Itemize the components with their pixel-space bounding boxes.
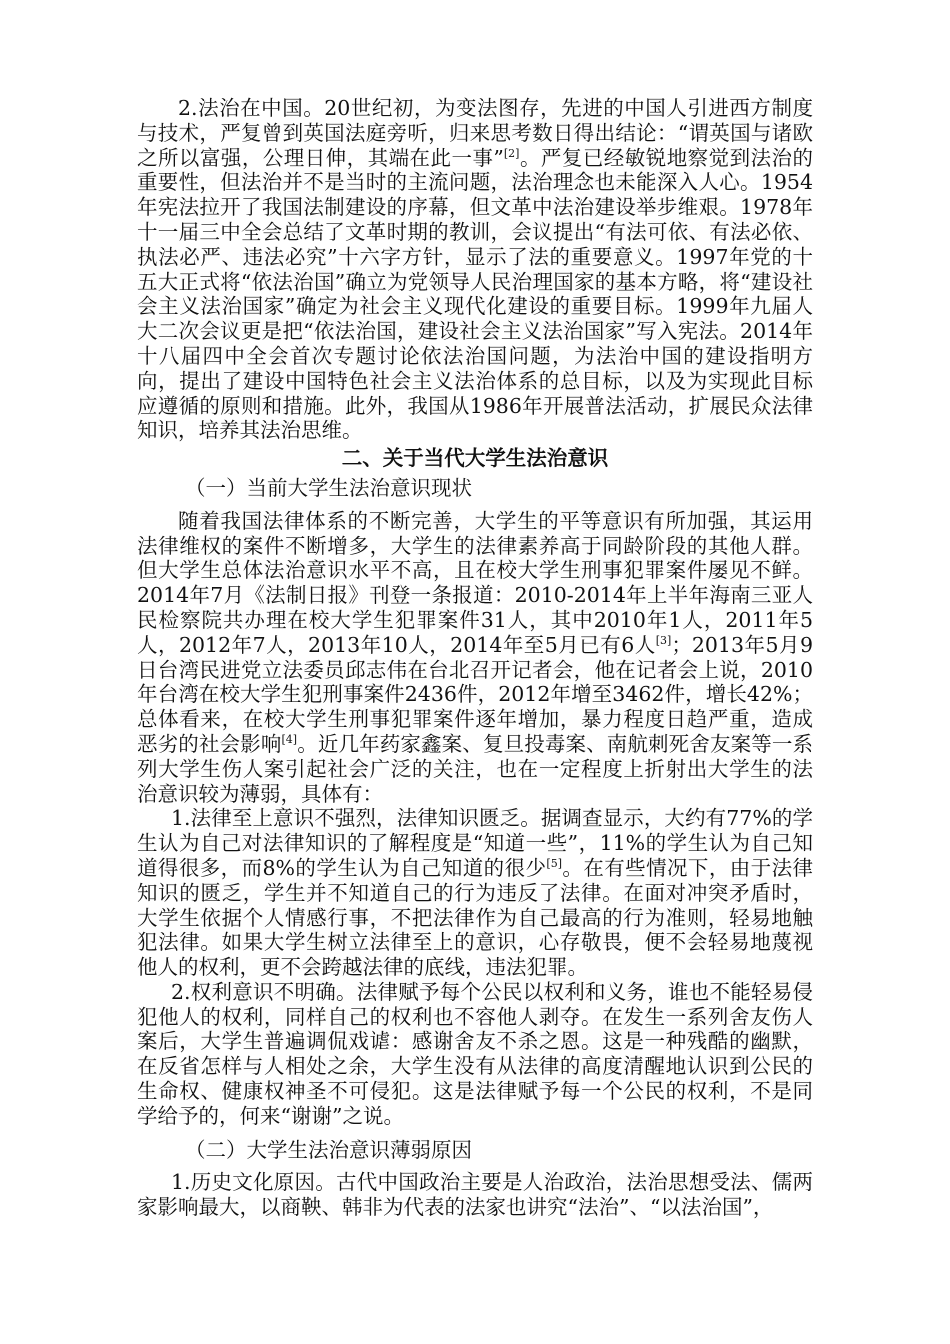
paragraph-text: 。在有些情况下，由于法律知识的匮乏，学生并不知道自己的行为违反了法律。在面对冲突矛盾时，大学生依据个人情感行事，不把法律作为自己最高的行为准则，轻易地触犯法律。如果大学生树立法律至上的意识，心存敬畏，便不会轻易地蔑视他人的权利，更不会跨越法律的底线，违法犯罪。 — [137, 855, 813, 980]
paragraph-rights-awareness: 2.权利意识不明确。法律赋予每个公民以权利和义务，谁也不能轻易侵犯他人的权利，同样自己的权利也不容他人剥夺。在发生一系列舍友伤人案后，大学生普遍调侃戏谑：感谢舍友不杀之恩。这是一种残酷的幽默，在反省怎样与人相处之余，大学生没有从法律的高度清醒地认识到公民的生命权、健康权神圣不可侵犯。这是法律赋予每一个公民的权利，不是同学给予的，何来“谢谢”之说。 — [137, 979, 813, 1128]
subsection-heading: （一）当前大学生法治意识现状 — [185, 475, 472, 500]
citation-ref: [4] — [281, 732, 298, 746]
paragraph-law-supremacy — [137, 806, 813, 980]
subsection-heading: （二）大学生法治意识薄弱原因 — [185, 1137, 472, 1162]
document-page — [137, 96, 813, 1220]
paragraph-text: 。近几年药家鑫案、复旦投毒案、南航刺死舍友案等一系列大学生伤人案引起社会广泛的关注，也在一定程度上折射出大学生的法治意识较为薄弱，具体有： — [137, 731, 814, 806]
citation-ref: [5] — [546, 856, 563, 870]
paragraph-text: ；2013年5月9日台湾民进党立法委员邱志伟在台北召开记者会，他在记者会上说，2010年台湾在校大学生犯刑事案件2436件，2012年增至3462件，增长42%；总体看来，在校大学生刑事犯罪案件逐年增加，暴力程度日趋严重，造成恶劣的社会影响 — [137, 632, 813, 756]
paragraph-text: 。严复已经敏锐地察觉到法治的重要性，但法治并不是当时的主流问题，法治理念也未能深入人心。1954年宪法拉开了我国法制建设的序幕，但文革中法治建设举步维艰。1978年十一届三中全会总结了文革时期的教训，会议提出“有法可依、有法必依、执法必严、违法必究”十六字方针，显示了法的重要意义。1997年党的十五大正式将“依法治国”确立为党领导人民治理国家的基本方略，将“建设社会主义法治国家”确定为社会主义现代化建设的重要目标。1999年九届人大二次会议更是把“依法治国，建设社会主义法治国家”写入宪法。2014年十八届四中全会首次专题讨论依法治国问题，为法治中国的建设指明方向，提出了建设中国特色社会主义法治体系的总目标，以及为实现此目标应遵循的原则和措施。此外，我国从1986年开展普法活动，扩展民众法律知识，培养其法治思维。 — [137, 145, 813, 443]
paragraph-current-status — [137, 509, 813, 807]
paragraph-text: 2.法治在中国。20世纪初，为变法图存，先进的中国人引进西方制度与技术，严复曾到英国法庭旁听，归来思考数日得出结论：“谓英国与诸欧之所以富强，公理日伸，其端在此一事” — [137, 96, 813, 170]
paragraph-historical-causes: 1.历史文化原因。古代中国政治主要是人治政治，法治思想受法、儒两家影响最大，以商鞅、韩非为代表的法家也讲究“法治”、“以法治国”， — [137, 1170, 813, 1220]
paragraph-text: 1.法律至上意识不强烈，法律知识匮乏。据调查显示，大约有77%的学生认为自己对法律知识的了解程度是“知道一些”，11%的学生认为自己知道得很多，而8%的学生认为自己知道的很少 — [137, 806, 813, 880]
citation-ref: [3] — [655, 633, 672, 647]
citation-ref: [2] — [503, 146, 520, 160]
paragraph-text: 随着我国法律体系的不断完善，大学生的平等意识有所加强，其运用法律维权的案件不断增多，大学生的法律素养高于同龄阶段的其他人群。但大学生总体法治意识水平不高，且在校大学生刑事犯罪案件屡见不鲜。2014年7月《法制日报》刊登一条报道：2010-2014年上半年海南三亚人民检察院共办理在校大学生犯罪案件31人，其中2010年1人，2011年5人，2012年7人，2013年10人，2014年至5月已有6人 — [137, 508, 813, 657]
section-heading: 二、关于当代大学生法治意识 — [341, 446, 609, 471]
paragraph-rule-of-law-in-china — [137, 96, 813, 443]
